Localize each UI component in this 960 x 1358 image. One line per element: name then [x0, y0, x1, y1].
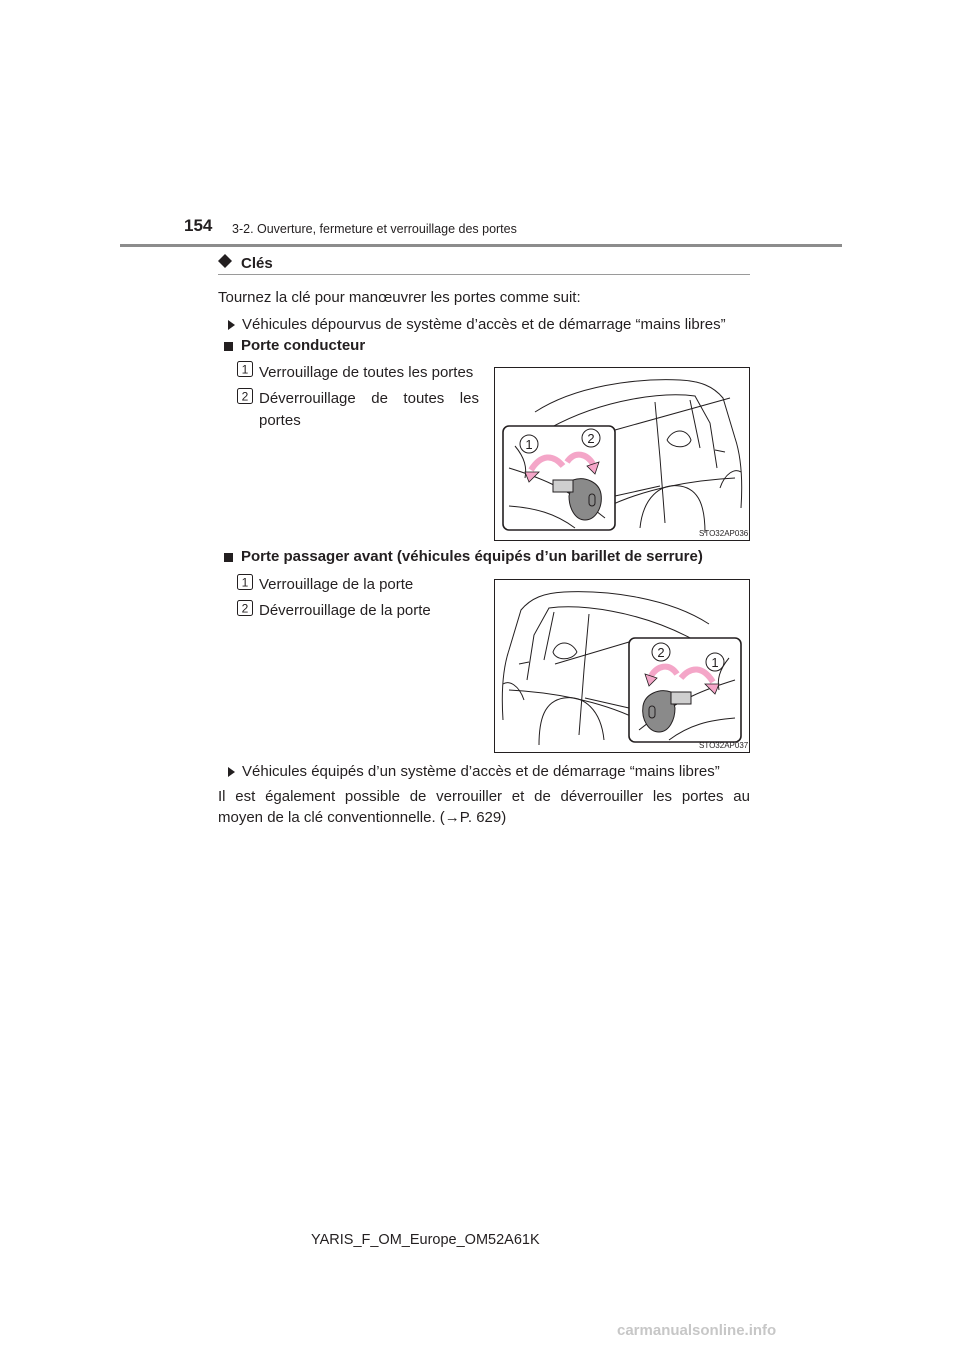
step-1-number: 1: [241, 362, 249, 377]
section-title: 3-2. Ouverture, fermeture et verrouillage des portes: [232, 222, 517, 236]
figure-passenger-door: [494, 579, 750, 753]
passenger-item1: Verrouillage de la porte: [259, 576, 414, 593]
driver-door-title: Porte conducteur: [241, 337, 366, 354]
diamond-icon: [218, 254, 232, 268]
fig1-label-1: 1: [525, 437, 533, 452]
fig1-label-2: 2: [587, 431, 595, 446]
step-2-number: 2: [241, 389, 249, 404]
step-2-number: 2: [241, 601, 249, 616]
figure-passenger-code: STO32AP037: [699, 741, 749, 750]
closing-line1: Il est également possible de verrouiller et de déverrouiller les portes au: [218, 788, 750, 805]
intro-text: Tournez la clé pour manœuvrer les portes comme suit:: [218, 289, 581, 306]
heading-title: Clés: [241, 255, 273, 272]
passenger-item2: Déverrouillage de la porte: [259, 602, 431, 619]
car-driver-door-illustration: [495, 368, 749, 540]
watermark: carmanualsonline.info: [617, 1322, 777, 1339]
driver-item2-line1: Déverrouillage de toutes les: [259, 390, 479, 407]
step-2-badge: [237, 600, 253, 616]
triangle-bullet-icon: [228, 320, 235, 330]
header-divider: [120, 244, 842, 247]
fig2-label-2: 2: [657, 645, 665, 660]
fig2-label-1: 1: [711, 655, 719, 670]
heading-divider: [218, 274, 750, 275]
page-number: 154: [184, 216, 213, 235]
case2-text: Véhicules équipés d’un système d’accès et de démarrage “mains libres”: [242, 763, 720, 780]
figure-driver-code: STO32AP036: [699, 529, 749, 538]
step-2-badge: [237, 388, 253, 404]
passenger-door-title: Porte passager avant (véhicules équipés d’un barillet de serrure): [241, 548, 703, 565]
square-bullet-icon: [224, 553, 233, 562]
step-1-badge: [237, 361, 253, 377]
closing-line2: moyen de la clé conventionnelle. (→P. 629): [218, 809, 507, 826]
step-1-number: 1: [241, 575, 249, 590]
triangle-bullet-icon: [228, 767, 235, 777]
step-1-badge: [237, 574, 253, 590]
case1-text: Véhicules dépourvus de système d’accès et de démarrage “mains libres”: [242, 316, 726, 333]
car-passenger-door-illustration: [495, 580, 749, 752]
footer-document-code: YARIS_F_OM_Europe_OM52A61K: [311, 1232, 540, 1248]
driver-item1: Verrouillage de toutes les portes: [259, 364, 474, 381]
square-bullet-icon: [224, 342, 233, 351]
driver-item2-line2: portes: [259, 412, 301, 429]
figure-driver-door: [494, 367, 750, 541]
